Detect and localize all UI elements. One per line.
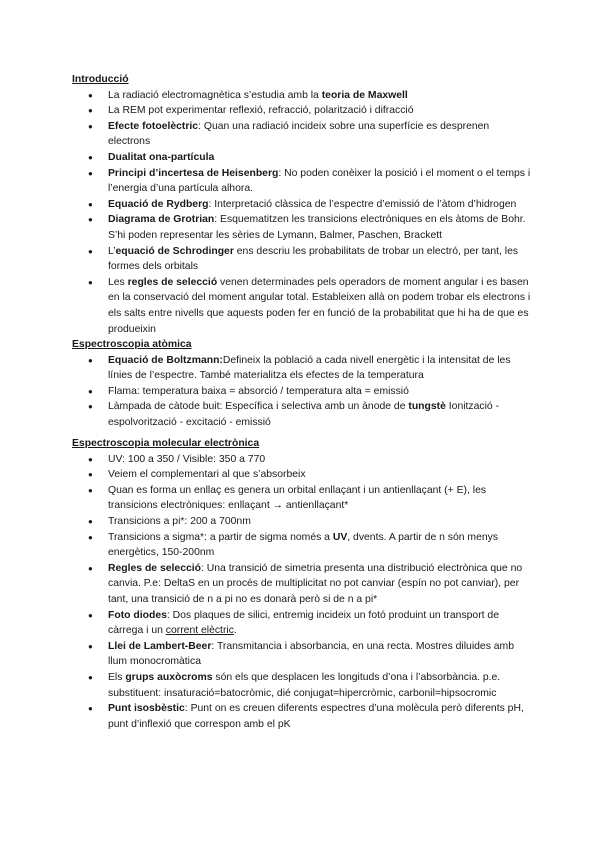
item-text: : Esquematitzen les transicions electròniques en els àtoms de Bohr. S’hi poden representar les sèries de Lymann, Balmer, Paschen, Brackett bbox=[108, 214, 526, 241]
item-bold: Dualitat ona-partícula bbox=[108, 151, 215, 163]
item-text: Transicions a pi*: 200 a 700nm bbox=[108, 515, 251, 527]
item-bold: Equació de Boltzmann: bbox=[108, 354, 223, 366]
list-item bbox=[72, 384, 532, 400]
list-item bbox=[72, 483, 532, 514]
item-text: venen determinades pels operadors de moment angular i es basen en la conservació del moment angular total. Estableixen allà on podem trobar els electrons i els salts entre nivells que aquests poden fer en funció de la probabilitat que hi ha de que es produeixin bbox=[108, 276, 531, 335]
list-item bbox=[72, 353, 532, 384]
item-bold: teoria de Maxwell bbox=[321, 89, 408, 101]
list-item bbox=[72, 608, 532, 639]
item-text: són els que desplacen les longituds d’ona i l’absorbància. p.e. substituent: insaturació=batocròmic, dié conjugat=hipercròmic, carbonil=hipsocromic bbox=[108, 671, 501, 699]
item-bold: Llei de Lambert-Beer bbox=[108, 640, 212, 652]
item-text: Defineix la població a cada nivell energètic i la intensitat de les línies de l’espectre. També materialitza els efectes de la temperatura bbox=[108, 354, 511, 382]
item-bold: Foto diodes bbox=[108, 609, 167, 621]
item-bold: Punt isosbèstic bbox=[108, 703, 185, 715]
list-item bbox=[72, 639, 532, 670]
list-item bbox=[72, 197, 532, 213]
bullet-list bbox=[72, 452, 532, 733]
item-text: : Quan una radiació incideix sobre una superfície es desprenen electrons bbox=[108, 120, 490, 148]
item-text: : Dos plaques de silici, entremig incideix un fotó produint un transport de càrrega i un bbox=[108, 609, 499, 637]
item-text: Transicions a sigma*: a partir de sigma només a bbox=[108, 531, 333, 543]
bullet-list bbox=[72, 88, 532, 338]
list-item bbox=[72, 103, 532, 119]
item-text: Els bbox=[108, 671, 126, 683]
item-text: Quan es forma un enllaç es genera un orbital enllaçant i un antienllaçant (+ E), les transicions electròniques: enllaçant → antienllaçant* bbox=[108, 484, 487, 512]
item-text: : Transmitancia i absorbancia, en una recta. Mostres diluides amb llum monocromàtica bbox=[108, 640, 514, 668]
item-bold: grups auxòcroms bbox=[125, 671, 213, 683]
bullet-list bbox=[72, 353, 532, 431]
item-bold: UV bbox=[332, 531, 348, 543]
list-item bbox=[72, 561, 532, 608]
item-text: La radiació electromagnètica s’estudia amb la bbox=[108, 89, 322, 101]
item-text: Flama: temperatura baixa = absorció / temperatura alta = emissió bbox=[108, 385, 409, 397]
list-item bbox=[72, 452, 532, 468]
list-item bbox=[72, 166, 532, 197]
list-item bbox=[72, 514, 532, 530]
item-text: ens descriu les probabilitats de trobar un electró, per tant, les formes dels orbitals bbox=[108, 245, 519, 273]
item-text: : Interpretació clàssica de l’espectre d’emissió de l’àtom d’hidrogen bbox=[208, 198, 517, 210]
item-text: Veiem el complementari al que s’absorbeix bbox=[108, 469, 306, 481]
list-item bbox=[72, 530, 532, 561]
item-text: Ionització - espolvorització - excitació - emissió bbox=[108, 401, 500, 428]
list-item bbox=[72, 275, 532, 337]
item-text: UV: 100 a 350 / Visible: 350 a 770 bbox=[108, 453, 266, 465]
section-title: Espectroscopia atòmica bbox=[72, 339, 192, 350]
section-title: Espectroscopia molecular electrònica bbox=[72, 438, 260, 449]
item-bold: Principi d’incertesa de Heisenberg bbox=[108, 167, 279, 179]
section-espectroscopia-molecular bbox=[72, 436, 532, 732]
list-item bbox=[72, 119, 532, 150]
list-item bbox=[72, 670, 532, 701]
list-item bbox=[72, 150, 532, 166]
list-item bbox=[72, 399, 532, 430]
corrent-electric-link[interactable]: corrent elèctric bbox=[165, 625, 234, 637]
item-text: Làmpada de càtode buit: Específica i selectiva amb un ànode de bbox=[108, 401, 409, 413]
item-text: : Una transició de simetria presenta una distribució electrònica que no canvia. P.e: DeltaS en un procés de multiplicitat no pot canviar (espín no pot canviar), per tant, una transició de n a pi no es donarà però si de n a pi* bbox=[108, 562, 523, 605]
item-text: . bbox=[233, 625, 237, 637]
item-text: L’ bbox=[108, 245, 116, 257]
item-bold: equació de Schrodinger bbox=[115, 245, 234, 257]
item-bold: Regles de selecció bbox=[108, 562, 201, 574]
item-bold: tungstè bbox=[408, 401, 446, 413]
list-item bbox=[72, 701, 532, 732]
list-item bbox=[72, 88, 532, 104]
item-text: : No poden conèixer la posició i el moment o el temps i l’energia d’una partícula alhora. bbox=[108, 167, 531, 195]
item-text: : Punt on es creuen diferents espectres d’una molècula però diferents pH, punt d’inflexió que correspon amb el pK bbox=[108, 703, 524, 730]
list-item bbox=[72, 244, 532, 275]
item-bold: Diagrama de Grotrian bbox=[108, 214, 215, 226]
list-item bbox=[72, 212, 532, 243]
item-text: , dvents. A partir de n són menys energètics, 150-200nm bbox=[108, 531, 499, 559]
item-bold: Efecte fotoelèctric bbox=[108, 120, 199, 132]
section-introduccio bbox=[72, 72, 532, 337]
item-text: Les bbox=[108, 276, 128, 288]
section-title: Introducció bbox=[72, 74, 129, 85]
list-item bbox=[72, 467, 532, 483]
item-bold: regles de selecció bbox=[127, 276, 218, 288]
item-bold: Equació de Rydberg bbox=[108, 198, 209, 210]
section-espectroscopia-atomica bbox=[72, 337, 532, 431]
item-text: La REM pot experimentar reflexió, refracció, polarització i difracció bbox=[108, 105, 414, 117]
